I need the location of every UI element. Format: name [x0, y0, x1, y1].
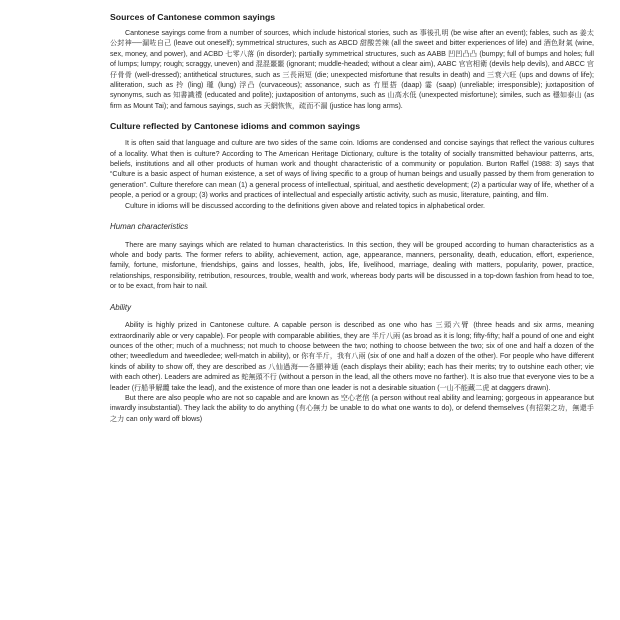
heading-human-characteristics: Human characteristics [110, 222, 189, 232]
paragraph-sources-1: Cantonese sayings come from a number of sources, which include historical stories, such as 事後孔明 (be wise after an event); fables, such as 姜太公封神──漏咗自己 (leave out oneself); symmetrical structures, such as ABCD 甜酸苦辣 (all the sweet and bitter experiences of life) and 酒色財氣 (wine, sex, money, and power), and ACBD 七零八落 (in disorder); partially symmetrical structures, such as AABB 凹凹凸凸 (bumpy; full of bumps and holes; full of lumps; lumpy; rough; scraggy, uneven) and 混混噩噩 (ignorant; muddle-headed; without a clear aim), AABC 官官相衛 (devils help devils), and ABCC 官仔骨骨 (well-dressed); antithetical structures, such as 三長兩短 (die; unexpected misfortune that results in death) and 三衰六旺 (ups and downs of life); alliteration, such as 拎 (ling) 瓏 (lung) 浮凸 (curvaceous); assonance, such as 冇厘搭 (daap) 霎 (saap) (unreliable; irresponsible); juxtaposition of synonyms, such as 知書識禮 (educated and polite); juxtaposition of antonyms, such as 山高水低 (unexpected misfortune); similes, such as 穩如泰山 (as firm as Mount Tai); and famous sayings, such as 天網恢恢，疏而不漏 (justice has long arms). [110, 29, 594, 110]
heading-sources: Sources of Cantonese common sayings [110, 12, 276, 22]
paragraph-culture-1: It is often said that language and culture are two sides of the same coin. Idioms are condensed and concise sayings that reflect the various cultures of a locality. What then is culture? According to The American Heritage Dictionary, culture is the totality of socially transmitted behaviour patterns, arts, beliefs, institutions and all other products of human work and thought characteristic of a community or population. Burton Raffel (1988: 3) says that “Culture is a basic aspect of human existence, a set of ways of living specific to a group of human beings and usually passed by them from generation to generation”. Culture therefore can mean (1) a general process of intellectual, spiritual, and aesthetic development; (2) a particular way of life, whether of a people, a period or a group; (3) works and practices of intellectual and especially artistic activity, such as music, literature, painting, and film. [110, 139, 594, 200]
heading-culture: Culture reflected by Cantonese idioms and common sayings [110, 121, 361, 132]
paragraph-culture-2: Culture in idioms will be discussed according to the definitions given above and related topics in alphabetical order. [125, 201, 486, 210]
paragraph-ability-1: Ability is highly prized in Cantonese culture. A capable person is described as one who has 三頭六臂 (three heads and six arms, meaning extraordinarily able or very capable). For people with comparable abilities, they are 半斤八兩 (as broad as it is long; fifty-fifty; half a pound of one and eight ounces of the other; much of a muchness; not much to choose between the two; nothing to choose between the two; six of one and half a dozen of the other; tweedledum and tweedledee; well-match in ability), or 你有半斤，我有八兩 (six of one and half a dozen of the other). For people who have different kinds of ability to show off, they are described as 八仙過海──各顯神通 (each displays their ability; each has their merits; try to outshine each other; vie with each other). Leaders are admired as 蛇無頭不行 (without a person in the lead, all the others move no farther). It is also true that everyone vies to be a leader (行船爭解纜 take the lead), and the existence of more than one leader is not a desirable situation (一山不能藏二虎 at daggers drawn). [110, 321, 594, 392]
paragraph-ability-2: But there are also people who are not so capable and are known as 空心老倌 (a person without real ability and learning; gorgeous in appearance but inwardly insubstantial). They lack the ability to do anything (有心無力 be unable to do what one wants to do), or defend themselves (有招架之功，無還手之力 can only ward off blows) [110, 393, 594, 423]
heading-ability: Ability [110, 302, 132, 312]
paragraph-human-1: There are many sayings which are related to human characteristics. In this section, they will be grouped according to human characteristics as a whole and body parts. The former refers to ability, achievement, action, age, appearance, manners, personality, death, education, effort, experience, family, fortune, misfortune, friendships, gains and losses, health, jobs, life, livelihood, marriage, dealing with matters, popularity, power, practice, relationships, responsibility, retribution, resources, trouble, wealth and work, whereas body parts will be discussed in a top-down fashion from head to toe, or to be exact, from hair to nail. [110, 240, 594, 291]
